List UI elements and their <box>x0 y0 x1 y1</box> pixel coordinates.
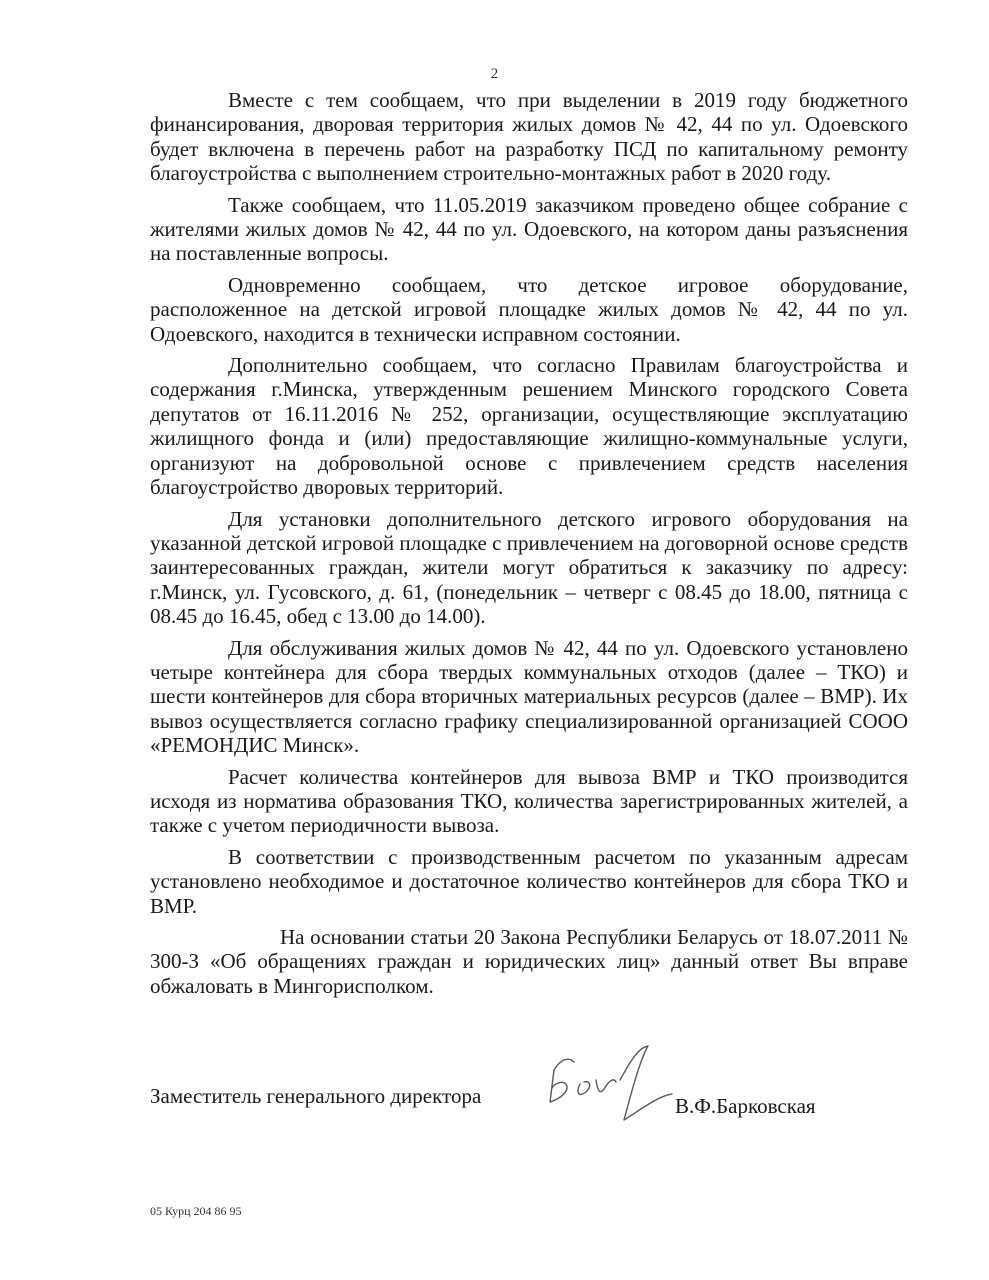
letter-body <box>150 88 908 1005</box>
signatory-name: В.Ф.Барковская <box>675 1094 816 1118</box>
paragraph: Вместе с тем сообщаем, что при выделении в 2019 году бюджетного финансирования, дворовая территория жилых домов № 42, 44 по ул. Одоевского будет включена в перечень работ на разработку ПСД по капитальному ремонту благоустройства с выполнением строительно-монтажных работ в 2020 году. <box>150 88 908 186</box>
page-number: 2 <box>490 66 499 82</box>
paragraph: На основании статьи 20 Закона Республики Беларусь от 18.07.2011 № 300-З «Об обращениях граждан и юридических лиц» данный ответ Вы вправе обжаловать в Мингорисполком. <box>150 925 908 998</box>
handwritten-signature <box>540 1040 680 1130</box>
executor-reference: 05 Курц 204 86 95 <box>150 1204 242 1218</box>
paragraph: В соответствии с производственным расчетом по указанным адресам установлено необходимое и достаточное количество контейнеров для сбора ТКО и ВМР. <box>150 844 908 918</box>
paragraph: Для установки дополнительного детского игрового оборудования на указанной детской игровой площадке с привлечением на договорной основе средств заинтересованных граждан, жители могут обратиться к заказчику по адресу: г.Минск, ул. Гусовского, д. 61, (понедельник – четверг с 08.45 до 18.00, пятница с 08.45 до 16.45, обед с 13.00 до 14.00). <box>150 506 908 629</box>
paragraph: Одновременно сообщаем, что детское игровое оборудование, расположенное на детской игровой площадке жилых домов № 42, 44 по ул. Одоевского, находится в технически исправном состоянии. <box>150 272 908 346</box>
signatory-title: Заместитель генерального директора <box>150 1084 482 1108</box>
paragraph: Также сообщаем, что 11.05.2019 заказчиком проведено общее собрание с жителями жилых домов № 42, 44 по ул. Одоевского, на котором даны разъяснения на поставленные вопросы. <box>150 192 908 266</box>
paragraph: Дополнительно сообщаем, что согласно Правилам благоустройства и содержания г.Минска, утвержденным решением Минского городского Совета депутатов от 16.11.2016 № 252, организации, осуществляющие эксплуатацию жилищного фонда и (или) предоставляющие жилищно-коммунальные услуги, организуют на добровольной основе с привлечением средств населения благоустройство дворовых территорий. <box>150 353 908 500</box>
paragraph: Для обслуживания жилых домов № 42, 44 по ул. Одоевского установлено четыре контейнера для сбора твердых коммунальных отходов (далее – ТКО) и шести контейнеров для сбора вторичных материальных ресурсов (далее – ВМР). Их вывоз осуществляется согласно графику специализированной организацией СООО «РЕМОНДИС Минск». <box>150 635 908 758</box>
paragraph: Расчет количества контейнеров для вывоза ВМР и ТКО производится исходя из норматива образования ТКО, количества зарегистрированных жителей, а также с учетом периодичности вывоза. <box>150 764 908 838</box>
